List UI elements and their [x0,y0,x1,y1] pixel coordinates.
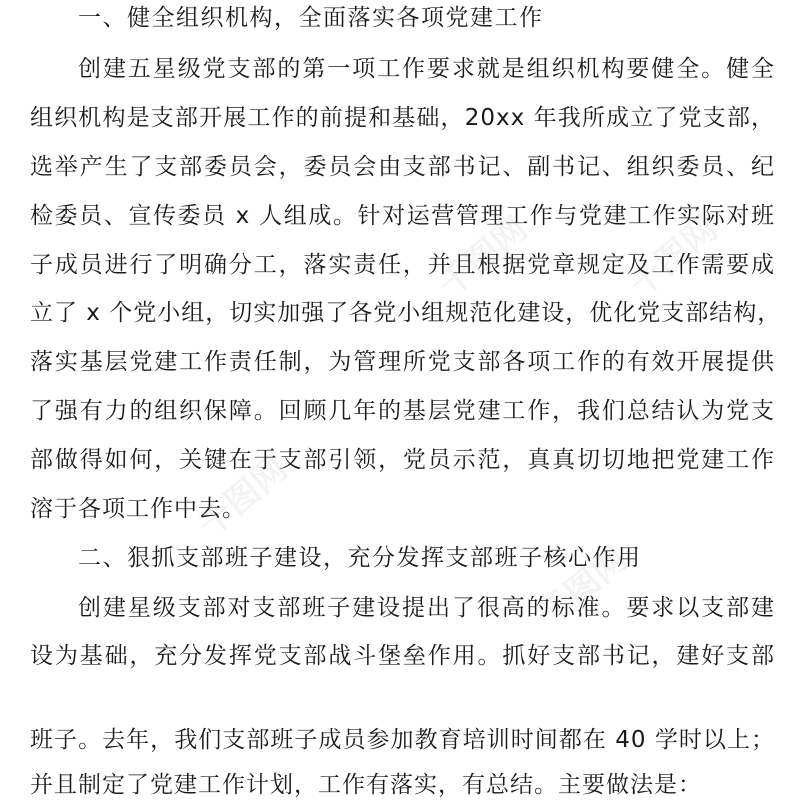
watermark-text: 千图网 [621,209,726,306]
paragraph-line: 溶于各项工作中去。 [30,496,246,522]
paragraph-line: 部做得如何，关键在于支部引领，党员示范，真真切切地把党建工作 [30,447,775,473]
paragraph-line: 设为基础，充分发挥党支部战斗堡垒作用。抓好支部书记，建好支部 [30,643,775,669]
paragraph-line: 检委员、宣传委员 x 人组成。针对运营管理工作与党建工作实际对班 [30,203,775,229]
section-heading: 一、健全组织机构，全面落实各项党建工作 [78,5,544,31]
paragraph-line: 子成员进行了明确分工，落实责任，并且根据党章规定及工作需要成 [30,252,775,278]
paragraph-line: 组织机构是支部开展工作的前提和基础，20xx 年我所成立了党支部， [30,105,775,131]
paragraph-line: 落实基层党建工作责任制，为管理所党支部各项工作的有效开展提供 [30,349,775,375]
watermark-text: 千图网 [531,539,636,636]
watermark-text: 千图网 [431,209,536,306]
paragraph-line: 创建星级支部对支部班子建设提出了很高的标准。要求以支部建 [78,595,775,621]
paragraph-line: 并且制定了党建工作计划，工作有落实，有总结。主要做法是： [30,772,702,798]
paragraph-line: 立了 x 个党小组，切实加强了各党小组规范化建设，优化党支部结构， [30,300,782,326]
section-heading: 二、狠抓支部班子建设，充分发挥支部班子核心作用 [78,545,642,571]
paragraph-line: 班子。去年，我们支部班子成员参加教育培训时间都在 40 学时以上； [30,727,775,753]
watermark-text: 千图网 [191,449,296,546]
paragraph-line: 创建五星级党支部的第一项工作要求就是组织机构要健全。健全 [78,56,775,82]
paragraph-line: 了强有力的组织保障。回顾几年的基层党建工作，我们总结认为党支 [30,398,775,424]
paragraph-line: 选举产生了支部委员会，委员会由支部书记、副书记、组织委员、纪 [30,154,775,180]
